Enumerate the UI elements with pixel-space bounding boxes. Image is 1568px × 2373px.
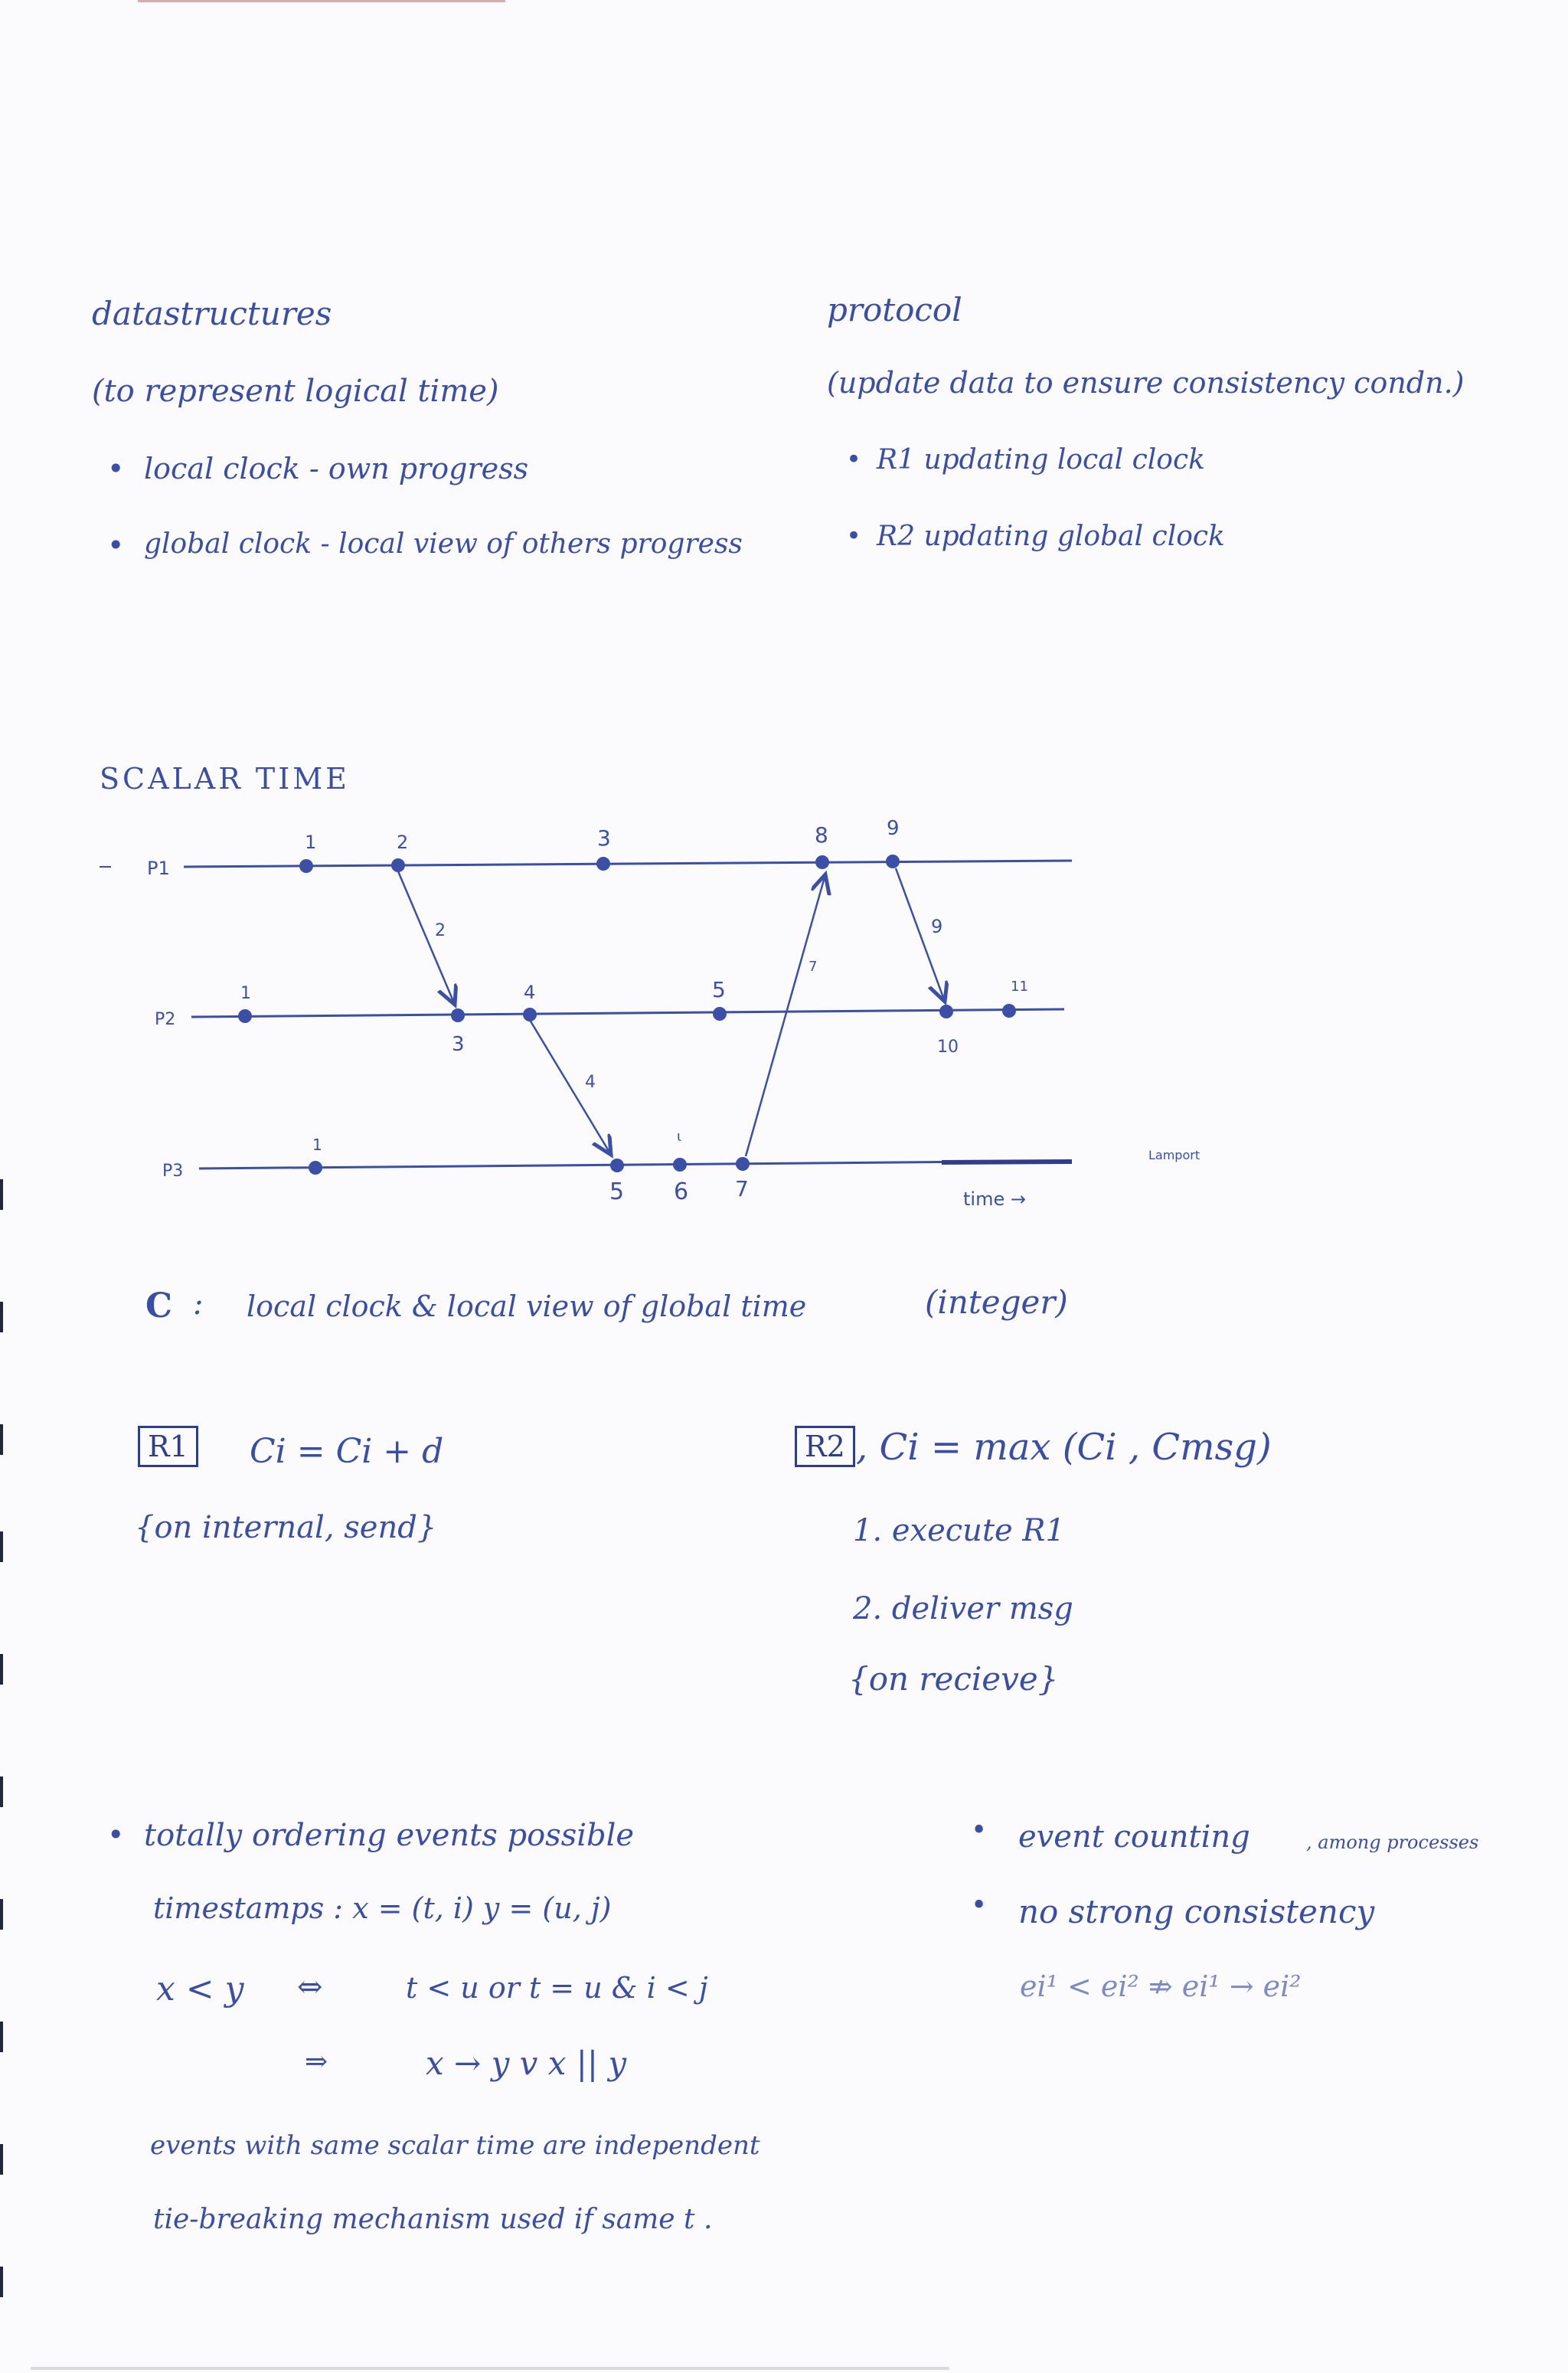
p1-tick-8: 8: [815, 822, 828, 848]
r1-box: R1: [138, 1426, 198, 1467]
p1-event-2: [391, 858, 405, 872]
local-clock-bullet: local clock - own progress: [144, 452, 529, 485]
r1-bullet: R1 updating local clock: [877, 444, 1205, 476]
p1-timeline: [184, 861, 1072, 867]
p3-event-1: [309, 1161, 322, 1175]
order-rhs: t < u or t = u & i < j: [406, 1971, 708, 2005]
p1-tick-3: 3: [597, 825, 611, 851]
time-axis-label: time →: [963, 1188, 1026, 1210]
r2-step-2: 2. deliver msg: [853, 1591, 1073, 1626]
r1-formula: Ci = Ci + d: [250, 1432, 444, 1471]
p2-tick-11: 11: [1011, 979, 1028, 995]
p2-event-11: [1002, 1004, 1016, 1018]
msg-label-7: 7: [808, 959, 818, 975]
p2-event-10: [939, 1005, 953, 1018]
bullet-dot: •: [971, 1890, 988, 1921]
p2-timeline: [191, 1009, 1064, 1017]
p2-tick-1: 1: [240, 984, 251, 1003]
bullet-dot: •: [107, 1818, 125, 1852]
p1-tick-9: 9: [887, 817, 900, 840]
no-strong-consistency-bullet: no strong consistency: [1018, 1893, 1375, 1930]
p1-event-1: [299, 859, 313, 873]
r2-step-1: 1. execute R1: [853, 1513, 1065, 1548]
binder-mark: [0, 2144, 3, 2175]
clock-colon: :: [193, 1286, 204, 1322]
same-time-note: events with same scalar time are independent: [150, 2130, 760, 2161]
p2-tick-10: 10: [937, 1038, 959, 1057]
bottom-edge-mark: [31, 2367, 949, 2370]
binder-mark: [0, 1302, 3, 1332]
protocol-subheading: (update data to ensure consistency condn.): [827, 366, 1465, 400]
scalar-time-title: SCALAR TIME: [100, 762, 350, 796]
implies-symbol: ⇒: [305, 2046, 328, 2077]
lamport-side-label: Lamport: [1148, 1148, 1200, 1162]
r2-note: {on recieve}: [848, 1660, 1059, 1698]
msg-label-4: 4: [585, 1073, 596, 1092]
total-order-bullet: totally ordering events possible: [144, 1818, 635, 1853]
p1-tick-1: 1: [305, 832, 317, 853]
r2-formula: , Ci = max (Ci , Cmsg): [856, 1426, 1272, 1469]
event-counting-bullet: event counting: [1018, 1819, 1250, 1855]
r2-bullet: R2 updating global clock: [877, 521, 1225, 552]
msg-p2-to-p3: [530, 1020, 611, 1155]
bullet-dot: •: [107, 452, 125, 485]
datastructures-subheading: (to represent logical time): [92, 374, 499, 409]
r2-box: R2: [795, 1426, 855, 1467]
p2-event-5: [713, 1007, 727, 1021]
bullet-dot: •: [846, 521, 862, 551]
p3-tick-6-small: ι: [677, 1129, 682, 1145]
order-lhs: x < y: [156, 1969, 244, 2009]
p3-tick-1: 1: [312, 1136, 322, 1154]
p2-label: P2: [155, 1010, 176, 1029]
p2-event-4: [523, 1008, 537, 1021]
p3-tick-7: 7: [735, 1176, 749, 1201]
msg-p1-to-p2: [398, 871, 455, 1005]
event-counting-note: , among processes: [1306, 1832, 1479, 1853]
implies-rhs: x → y v x || y: [426, 2045, 627, 2082]
binder-mark: [0, 2267, 3, 2297]
p2-event-3: [451, 1008, 465, 1022]
p1-event-9: [886, 855, 900, 868]
binder-mark: [0, 1776, 3, 1807]
binder-mark: [0, 1899, 3, 1930]
timestamps-line: timestamps : x = (t, i) y = (u, j): [153, 1891, 612, 1925]
p3-timeline: [199, 1161, 1072, 1169]
msg-label-9: 9: [931, 916, 943, 937]
datastructures-heading: datastructures: [92, 295, 332, 332]
p1-label: P1: [147, 858, 170, 879]
p2-tick-4: 4: [524, 982, 536, 1003]
p2-tick-5: 5: [712, 977, 726, 1002]
order-iff: ⇔: [297, 1969, 323, 2005]
p1-event-3: [596, 857, 610, 871]
p2-event-1: [238, 1009, 252, 1023]
p3-tick-6: 6: [674, 1178, 689, 1205]
r1-note: {on internal, send}: [135, 1510, 437, 1545]
p3-event-5: [610, 1159, 624, 1172]
msg-label-2: 2: [435, 921, 446, 940]
p3-event-6: [673, 1158, 687, 1172]
tie-break-note: tie-breaking mechanism used if same t .: [153, 2204, 713, 2235]
p1-event-8: [815, 855, 829, 869]
consistency-formula: ei¹ < ei² ⇏ ei¹ → ei²: [1020, 1969, 1302, 2003]
global-clock-bullet: global clock - local view of others progress: [144, 528, 743, 560]
binder-mark: [0, 1654, 3, 1685]
binder-mark: [0, 1531, 3, 1562]
p3-tick-5: 5: [609, 1178, 625, 1205]
clock-definition: local clock & local view of global time: [247, 1289, 807, 1323]
bullet-dot: •: [846, 444, 862, 475]
msg-p3-to-p1: [746, 874, 825, 1156]
p2-tick-3: 3: [452, 1033, 465, 1056]
bullet-dot: •: [971, 1815, 988, 1846]
p3-label: P3: [162, 1162, 184, 1181]
binder-mark: [0, 2022, 3, 2052]
p3-event-7: [736, 1157, 750, 1171]
protocol-heading: protocol: [827, 291, 962, 328]
binder-mark: [0, 1424, 3, 1455]
clock-symbol: C: [145, 1286, 173, 1325]
bullet-dot: •: [107, 528, 125, 562]
clock-type: (integer): [925, 1283, 1068, 1321]
p1-tick-2: 2: [397, 832, 409, 853]
